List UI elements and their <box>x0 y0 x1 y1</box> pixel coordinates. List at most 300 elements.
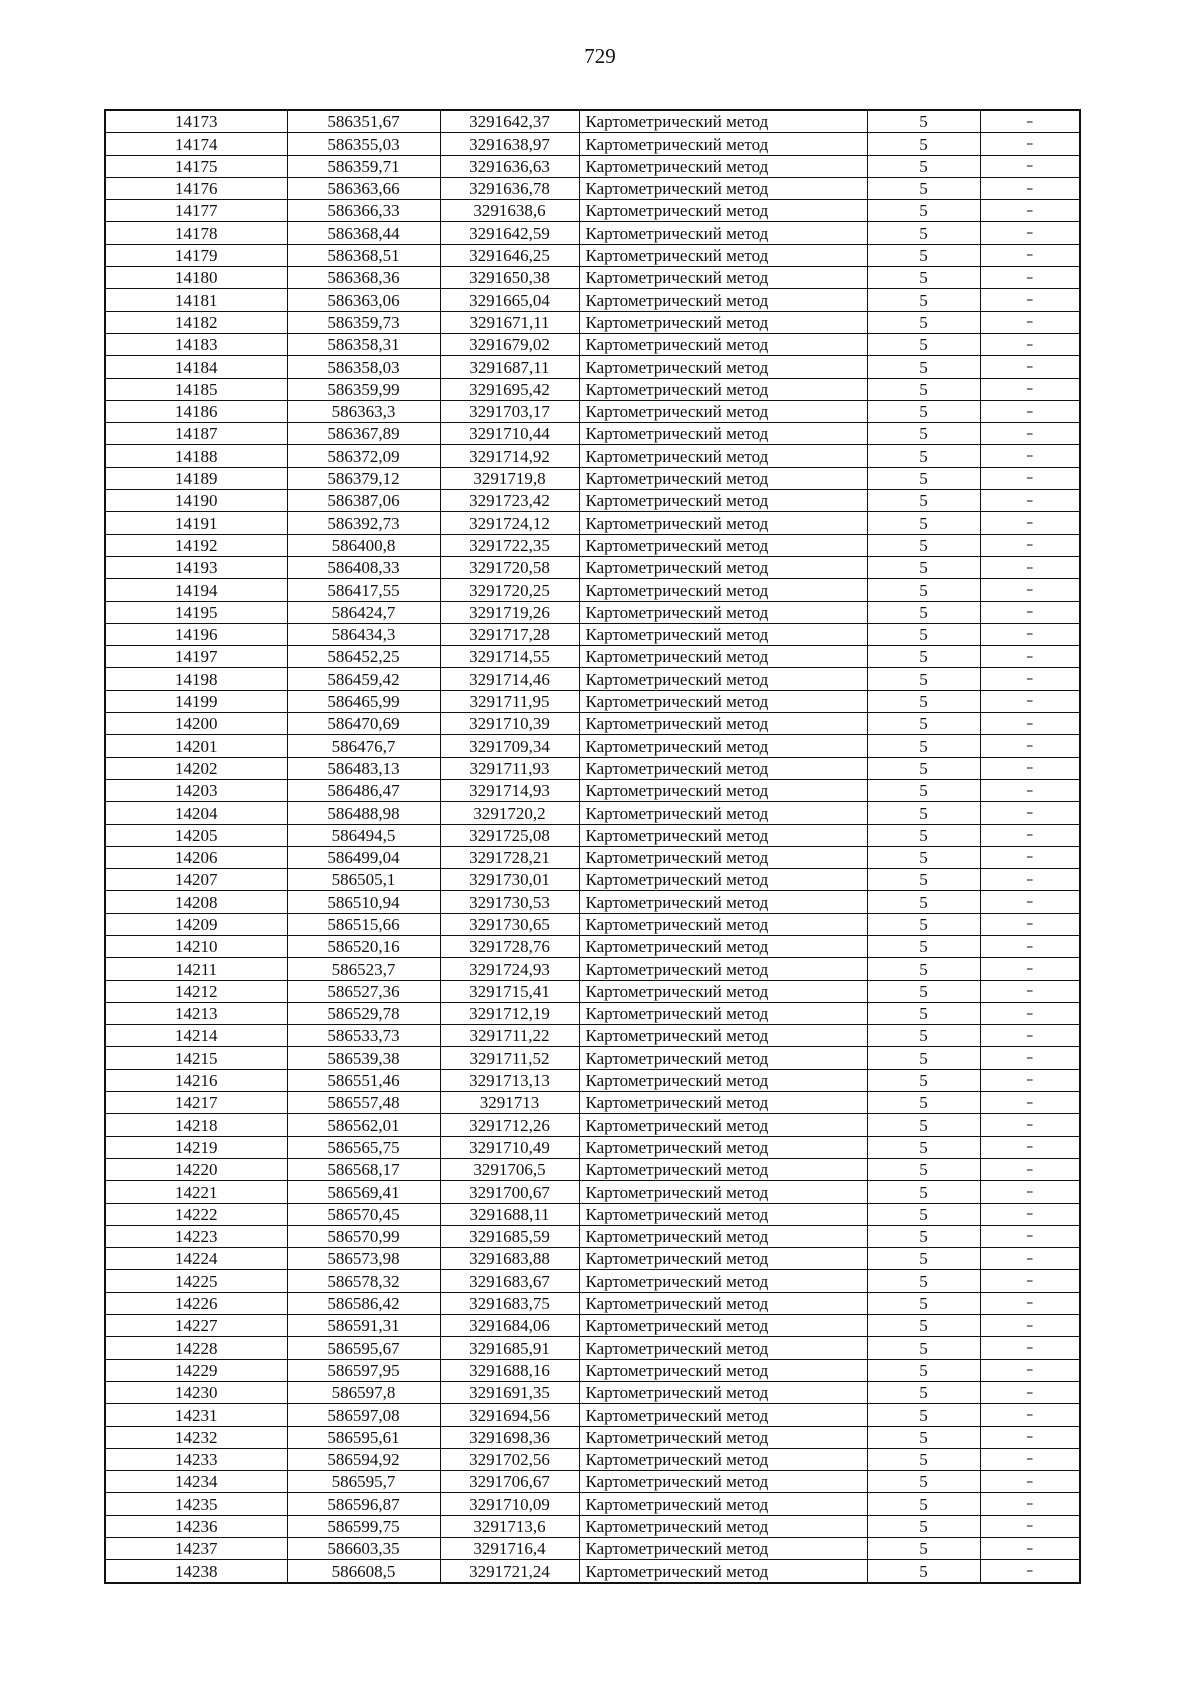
y-coordinate-cell: 3291713,6 <box>440 1515 579 1537</box>
note-cell: – <box>980 356 1080 378</box>
y-coordinate-cell: 3291724,93 <box>440 958 579 980</box>
method-cell: Картометрический метод <box>579 1225 867 1247</box>
y-coordinate-cell: 3291683,75 <box>440 1292 579 1314</box>
point-number-cell: 14198 <box>105 668 287 690</box>
x-coordinate-cell: 586367,89 <box>287 423 440 445</box>
table-row <box>105 1538 1080 1560</box>
point-number-cell: 14231 <box>105 1404 287 1426</box>
table-row <box>105 1426 1080 1448</box>
note-cell: – <box>980 757 1080 779</box>
method-cell: Картометрический метод <box>579 267 867 289</box>
table-row <box>105 1025 1080 1047</box>
x-coordinate-cell: 586400,8 <box>287 534 440 556</box>
accuracy-cell: 5 <box>867 110 980 133</box>
x-coordinate-cell: 586599,75 <box>287 1515 440 1537</box>
accuracy-cell: 5 <box>867 1114 980 1136</box>
method-cell: Картометрический метод <box>579 110 867 133</box>
accuracy-cell: 5 <box>867 1426 980 1448</box>
y-coordinate-cell: 3291684,06 <box>440 1315 579 1337</box>
note-cell: – <box>980 935 1080 957</box>
x-coordinate-cell: 586562,01 <box>287 1114 440 1136</box>
table-row <box>105 289 1080 311</box>
point-number-cell: 14190 <box>105 490 287 512</box>
method-cell: Картометрический метод <box>579 1114 867 1136</box>
table-row <box>105 1560 1080 1583</box>
y-coordinate-cell: 3291719,8 <box>440 467 579 489</box>
point-number-cell: 14192 <box>105 534 287 556</box>
y-coordinate-cell: 3291714,93 <box>440 779 579 801</box>
y-coordinate-cell: 3291725,08 <box>440 824 579 846</box>
point-number-cell: 14211 <box>105 958 287 980</box>
point-number-cell: 14193 <box>105 556 287 578</box>
point-number-cell: 14221 <box>105 1181 287 1203</box>
method-cell: Картометрический метод <box>579 1471 867 1493</box>
table-row <box>105 1203 1080 1225</box>
note-cell: – <box>980 1203 1080 1225</box>
method-cell: Картометрический метод <box>579 177 867 199</box>
note-cell: – <box>980 1448 1080 1470</box>
method-cell: Картометрический метод <box>579 846 867 868</box>
x-coordinate-cell: 586565,75 <box>287 1136 440 1158</box>
accuracy-cell: 5 <box>867 1047 980 1069</box>
y-coordinate-cell: 3291724,12 <box>440 512 579 534</box>
table-row <box>105 267 1080 289</box>
point-number-cell: 14207 <box>105 869 287 891</box>
point-number-cell: 14203 <box>105 779 287 801</box>
y-coordinate-cell: 3291636,63 <box>440 155 579 177</box>
note-cell: – <box>980 1538 1080 1560</box>
method-cell: Картометрический метод <box>579 668 867 690</box>
y-coordinate-cell: 3291694,56 <box>440 1404 579 1426</box>
x-coordinate-cell: 586488,98 <box>287 802 440 824</box>
note-cell: – <box>980 289 1080 311</box>
y-coordinate-cell: 3291710,09 <box>440 1493 579 1515</box>
y-coordinate-cell: 3291717,28 <box>440 623 579 645</box>
point-number-cell: 14222 <box>105 1203 287 1225</box>
note-cell: – <box>980 311 1080 333</box>
point-number-cell: 14173 <box>105 110 287 133</box>
point-number-cell: 14214 <box>105 1025 287 1047</box>
method-cell: Картометрический метод <box>579 244 867 266</box>
y-coordinate-cell: 3291688,16 <box>440 1359 579 1381</box>
y-coordinate-cell: 3291723,42 <box>440 490 579 512</box>
x-coordinate-cell: 586408,33 <box>287 556 440 578</box>
point-number-cell: 14195 <box>105 601 287 623</box>
x-coordinate-cell: 586596,87 <box>287 1493 440 1515</box>
y-coordinate-cell: 3291730,01 <box>440 869 579 891</box>
x-coordinate-cell: 586417,55 <box>287 579 440 601</box>
table-row <box>105 356 1080 378</box>
note-cell: – <box>980 1158 1080 1180</box>
point-number-cell: 14194 <box>105 579 287 601</box>
point-number-cell: 14191 <box>105 512 287 534</box>
table-row <box>105 200 1080 222</box>
method-cell: Картометрический метод <box>579 713 867 735</box>
x-coordinate-cell: 586594,92 <box>287 1448 440 1470</box>
y-coordinate-cell: 3291722,35 <box>440 534 579 556</box>
y-coordinate-cell: 3291706,5 <box>440 1158 579 1180</box>
note-cell: – <box>980 891 1080 913</box>
method-cell: Картометрический метод <box>579 467 867 489</box>
table-row <box>105 891 1080 913</box>
table-row <box>105 423 1080 445</box>
table-row <box>105 1381 1080 1403</box>
method-cell: Картометрический метод <box>579 423 867 445</box>
coordinates-table <box>104 109 1081 1584</box>
accuracy-cell: 5 <box>867 579 980 601</box>
x-coordinate-cell: 586520,16 <box>287 935 440 957</box>
x-coordinate-cell: 586597,08 <box>287 1404 440 1426</box>
table-row <box>105 601 1080 623</box>
x-coordinate-cell: 586515,66 <box>287 913 440 935</box>
table-row <box>105 1136 1080 1158</box>
accuracy-cell: 5 <box>867 623 980 645</box>
table-row <box>105 1225 1080 1247</box>
point-number-cell: 14184 <box>105 356 287 378</box>
y-coordinate-cell: 3291638,97 <box>440 133 579 155</box>
note-cell: – <box>980 1225 1080 1247</box>
point-number-cell: 14238 <box>105 1560 287 1583</box>
table-row <box>105 1002 1080 1024</box>
note-cell: – <box>980 1515 1080 1537</box>
point-number-cell: 14210 <box>105 935 287 957</box>
table-row <box>105 1047 1080 1069</box>
note-cell: – <box>980 913 1080 935</box>
x-coordinate-cell: 586358,03 <box>287 356 440 378</box>
y-coordinate-cell: 3291695,42 <box>440 378 579 400</box>
accuracy-cell: 5 <box>867 289 980 311</box>
method-cell: Картометрический метод <box>579 579 867 601</box>
y-coordinate-cell: 3291712,19 <box>440 1002 579 1024</box>
y-coordinate-cell: 3291687,11 <box>440 356 579 378</box>
note-cell: – <box>980 133 1080 155</box>
note-cell: – <box>980 601 1080 623</box>
accuracy-cell: 5 <box>867 891 980 913</box>
method-cell: Картометрический метод <box>579 1092 867 1114</box>
accuracy-cell: 5 <box>867 1158 980 1180</box>
note-cell: – <box>980 1047 1080 1069</box>
note-cell: – <box>980 1136 1080 1158</box>
accuracy-cell: 5 <box>867 601 980 623</box>
note-cell: – <box>980 579 1080 601</box>
accuracy-cell: 5 <box>867 1136 980 1158</box>
accuracy-cell: 5 <box>867 1002 980 1024</box>
point-number-cell: 14183 <box>105 333 287 355</box>
y-coordinate-cell: 3291688,11 <box>440 1203 579 1225</box>
method-cell: Картометрический метод <box>579 1025 867 1047</box>
table-row <box>105 668 1080 690</box>
x-coordinate-cell: 586505,1 <box>287 869 440 891</box>
y-coordinate-cell: 3291650,38 <box>440 267 579 289</box>
accuracy-cell: 5 <box>867 1493 980 1515</box>
point-number-cell: 14223 <box>105 1225 287 1247</box>
accuracy-cell: 5 <box>867 1181 980 1203</box>
point-number-cell: 14180 <box>105 267 287 289</box>
note-cell: – <box>980 378 1080 400</box>
x-coordinate-cell: 586595,61 <box>287 1426 440 1448</box>
x-coordinate-cell: 586379,12 <box>287 467 440 489</box>
note-cell: – <box>980 824 1080 846</box>
note-cell: – <box>980 333 1080 355</box>
y-coordinate-cell: 3291638,6 <box>440 200 579 222</box>
y-coordinate-cell: 3291714,92 <box>440 445 579 467</box>
x-coordinate-cell: 586366,33 <box>287 200 440 222</box>
method-cell: Картометрический метод <box>579 1069 867 1091</box>
point-number-cell: 14177 <box>105 200 287 222</box>
method-cell: Картометрический метод <box>579 556 867 578</box>
method-cell: Картометрический метод <box>579 1315 867 1337</box>
x-coordinate-cell: 586539,38 <box>287 1047 440 1069</box>
accuracy-cell: 5 <box>867 356 980 378</box>
accuracy-cell: 5 <box>867 913 980 935</box>
x-coordinate-cell: 586359,73 <box>287 311 440 333</box>
x-coordinate-cell: 586499,04 <box>287 846 440 868</box>
note-cell: – <box>980 1092 1080 1114</box>
y-coordinate-cell: 3291683,88 <box>440 1248 579 1270</box>
table-row <box>105 1448 1080 1470</box>
accuracy-cell: 5 <box>867 445 980 467</box>
point-number-cell: 14186 <box>105 400 287 422</box>
y-coordinate-cell: 3291698,36 <box>440 1426 579 1448</box>
point-number-cell: 14232 <box>105 1426 287 1448</box>
point-number-cell: 14215 <box>105 1047 287 1069</box>
note-cell: – <box>980 222 1080 244</box>
x-coordinate-cell: 586608,5 <box>287 1560 440 1583</box>
method-cell: Картометрический метод <box>579 690 867 712</box>
accuracy-cell: 5 <box>867 490 980 512</box>
table-row <box>105 1315 1080 1337</box>
y-coordinate-cell: 3291685,91 <box>440 1337 579 1359</box>
x-coordinate-cell: 586570,99 <box>287 1225 440 1247</box>
note-cell: – <box>980 490 1080 512</box>
method-cell: Картометрический метод <box>579 1515 867 1537</box>
x-coordinate-cell: 586358,31 <box>287 333 440 355</box>
method-cell: Картометрический метод <box>579 1136 867 1158</box>
y-coordinate-cell: 3291671,11 <box>440 311 579 333</box>
point-number-cell: 14208 <box>105 891 287 913</box>
table-row <box>105 824 1080 846</box>
table-row <box>105 1337 1080 1359</box>
note-cell: – <box>980 1381 1080 1403</box>
point-number-cell: 14212 <box>105 980 287 1002</box>
method-cell: Картометрический метод <box>579 445 867 467</box>
x-coordinate-cell: 586597,8 <box>287 1381 440 1403</box>
x-coordinate-cell: 586595,67 <box>287 1337 440 1359</box>
y-coordinate-cell: 3291709,34 <box>440 735 579 757</box>
x-coordinate-cell: 586476,7 <box>287 735 440 757</box>
note-cell: – <box>980 1560 1080 1583</box>
accuracy-cell: 5 <box>867 713 980 735</box>
method-cell: Картометрический метод <box>579 378 867 400</box>
table-row <box>105 534 1080 556</box>
accuracy-cell: 5 <box>867 1292 980 1314</box>
note-cell: – <box>980 1404 1080 1426</box>
note-cell: – <box>980 869 1080 891</box>
table-row <box>105 110 1080 133</box>
y-coordinate-cell: 3291700,67 <box>440 1181 579 1203</box>
method-cell: Картометрический метод <box>579 1404 867 1426</box>
accuracy-cell: 5 <box>867 1092 980 1114</box>
accuracy-cell: 5 <box>867 222 980 244</box>
accuracy-cell: 5 <box>867 935 980 957</box>
table-row <box>105 869 1080 891</box>
y-coordinate-cell: 3291713 <box>440 1092 579 1114</box>
accuracy-cell: 5 <box>867 690 980 712</box>
point-number-cell: 14174 <box>105 133 287 155</box>
note-cell: – <box>980 846 1080 868</box>
accuracy-cell: 5 <box>867 1315 980 1337</box>
accuracy-cell: 5 <box>867 869 980 891</box>
method-cell: Картометрический метод <box>579 534 867 556</box>
point-number-cell: 14213 <box>105 1002 287 1024</box>
accuracy-cell: 5 <box>867 1359 980 1381</box>
method-cell: Картометрический метод <box>579 935 867 957</box>
x-coordinate-cell: 586465,99 <box>287 690 440 712</box>
table-row <box>105 467 1080 489</box>
table-row <box>105 579 1080 601</box>
note-cell: – <box>980 1315 1080 1337</box>
y-coordinate-cell: 3291716,4 <box>440 1538 579 1560</box>
note-cell: – <box>980 400 1080 422</box>
x-coordinate-cell: 586569,41 <box>287 1181 440 1203</box>
y-coordinate-cell: 3291720,2 <box>440 802 579 824</box>
y-coordinate-cell: 3291710,49 <box>440 1136 579 1158</box>
point-number-cell: 14197 <box>105 646 287 668</box>
point-number-cell: 14220 <box>105 1158 287 1180</box>
method-cell: Картометрический метод <box>579 980 867 1002</box>
y-coordinate-cell: 3291642,59 <box>440 222 579 244</box>
accuracy-cell: 5 <box>867 467 980 489</box>
y-coordinate-cell: 3291642,37 <box>440 110 579 133</box>
y-coordinate-cell: 3291710,44 <box>440 423 579 445</box>
method-cell: Картометрический метод <box>579 133 867 155</box>
note-cell: – <box>980 1270 1080 1292</box>
method-cell: Картометрический метод <box>579 1426 867 1448</box>
method-cell: Картометрический метод <box>579 869 867 891</box>
accuracy-cell: 5 <box>867 1448 980 1470</box>
table-row <box>105 512 1080 534</box>
note-cell: – <box>980 445 1080 467</box>
method-cell: Картометрический метод <box>579 1337 867 1359</box>
x-coordinate-cell: 586486,47 <box>287 779 440 801</box>
x-coordinate-cell: 586392,73 <box>287 512 440 534</box>
note-cell: – <box>980 200 1080 222</box>
x-coordinate-cell: 586363,3 <box>287 400 440 422</box>
point-number-cell: 14202 <box>105 757 287 779</box>
point-number-cell: 14226 <box>105 1292 287 1314</box>
x-coordinate-cell: 586551,46 <box>287 1069 440 1091</box>
note-cell: – <box>980 1181 1080 1203</box>
table-row <box>105 913 1080 935</box>
accuracy-cell: 5 <box>867 556 980 578</box>
accuracy-cell: 5 <box>867 1248 980 1270</box>
point-number-cell: 14228 <box>105 1337 287 1359</box>
y-coordinate-cell: 3291646,25 <box>440 244 579 266</box>
accuracy-cell: 5 <box>867 735 980 757</box>
table-row <box>105 333 1080 355</box>
table-row <box>105 177 1080 199</box>
table-row <box>105 311 1080 333</box>
table-row <box>105 958 1080 980</box>
point-number-cell: 14229 <box>105 1359 287 1381</box>
note-cell: – <box>980 623 1080 645</box>
x-coordinate-cell: 586359,71 <box>287 155 440 177</box>
point-number-cell: 14188 <box>105 445 287 467</box>
method-cell: Картометрический метод <box>579 1292 867 1314</box>
accuracy-cell: 5 <box>867 1471 980 1493</box>
accuracy-cell: 5 <box>867 378 980 400</box>
method-cell: Картометрический метод <box>579 1158 867 1180</box>
note-cell: – <box>980 423 1080 445</box>
table-row <box>105 378 1080 400</box>
table-row <box>105 846 1080 868</box>
point-number-cell: 14217 <box>105 1092 287 1114</box>
point-number-cell: 14181 <box>105 289 287 311</box>
y-coordinate-cell: 3291728,21 <box>440 846 579 868</box>
note-cell: – <box>980 244 1080 266</box>
y-coordinate-cell: 3291636,78 <box>440 177 579 199</box>
x-coordinate-cell: 586603,35 <box>287 1538 440 1560</box>
x-coordinate-cell: 586424,7 <box>287 601 440 623</box>
x-coordinate-cell: 586387,06 <box>287 490 440 512</box>
table-row <box>105 1471 1080 1493</box>
accuracy-cell: 5 <box>867 1069 980 1091</box>
method-cell: Картометрический метод <box>579 1493 867 1515</box>
table-row <box>105 1114 1080 1136</box>
method-cell: Картометрический метод <box>579 1538 867 1560</box>
accuracy-cell: 5 <box>867 311 980 333</box>
point-number-cell: 14236 <box>105 1515 287 1537</box>
method-cell: Картометрический метод <box>579 289 867 311</box>
table-row <box>105 222 1080 244</box>
y-coordinate-cell: 3291712,26 <box>440 1114 579 1136</box>
table-row <box>105 490 1080 512</box>
point-number-cell: 14216 <box>105 1069 287 1091</box>
note-cell: – <box>980 177 1080 199</box>
accuracy-cell: 5 <box>867 779 980 801</box>
method-cell: Картометрический метод <box>579 646 867 668</box>
method-cell: Картометрический метод <box>579 1047 867 1069</box>
method-cell: Картометрический метод <box>579 802 867 824</box>
table-row <box>105 1359 1080 1381</box>
table-row <box>105 155 1080 177</box>
y-coordinate-cell: 3291714,46 <box>440 668 579 690</box>
note-cell: – <box>980 1248 1080 1270</box>
method-cell: Картометрический метод <box>579 356 867 378</box>
method-cell: Картометрический метод <box>579 1002 867 1024</box>
x-coordinate-cell: 586591,31 <box>287 1315 440 1337</box>
table-row <box>105 244 1080 266</box>
table-row <box>105 400 1080 422</box>
method-cell: Картометрический метод <box>579 913 867 935</box>
note-cell: – <box>980 267 1080 289</box>
y-coordinate-cell: 3291719,26 <box>440 601 579 623</box>
x-coordinate-cell: 586483,13 <box>287 757 440 779</box>
point-number-cell: 14227 <box>105 1315 287 1337</box>
point-number-cell: 14199 <box>105 690 287 712</box>
x-coordinate-cell: 586355,03 <box>287 133 440 155</box>
note-cell: – <box>980 1337 1080 1359</box>
note-cell: – <box>980 1025 1080 1047</box>
note-cell: – <box>980 1002 1080 1024</box>
accuracy-cell: 5 <box>867 1560 980 1583</box>
method-cell: Картометрический метод <box>579 601 867 623</box>
table-row <box>105 1181 1080 1203</box>
note-cell: – <box>980 1359 1080 1381</box>
note-cell: – <box>980 668 1080 690</box>
point-number-cell: 14218 <box>105 1114 287 1136</box>
point-number-cell: 14225 <box>105 1270 287 1292</box>
